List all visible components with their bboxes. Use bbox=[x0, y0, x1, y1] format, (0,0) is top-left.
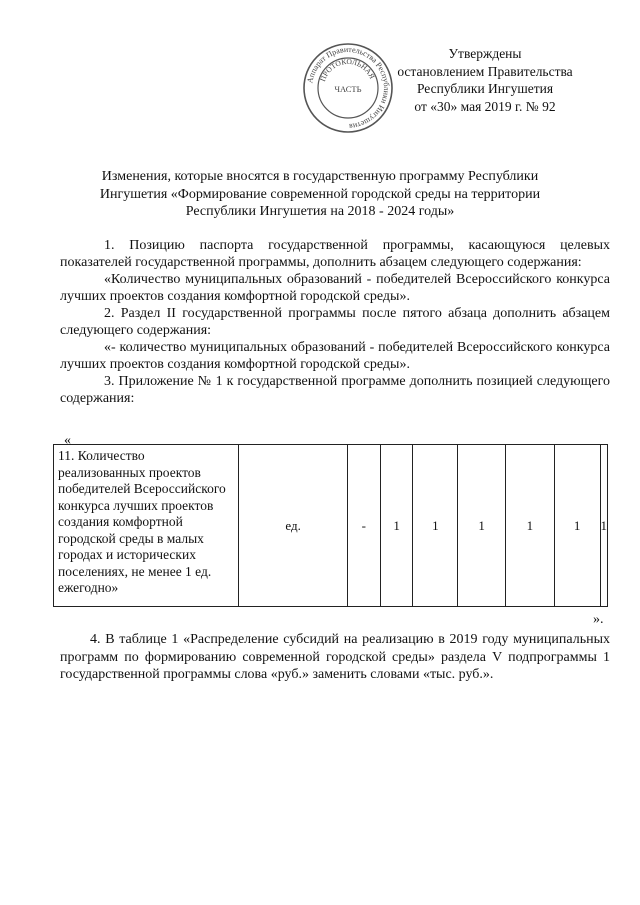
approval-line-4: от «30» мая 2019 г. № 92 bbox=[414, 98, 556, 114]
value-cell-2024: 1 bbox=[600, 445, 608, 607]
item-4: 4. В таблице 1 «Распределение субсидий на реализацию в 2019 году муниципальных программ по формированию современной городской среды» раздела V подпрограммы 1 государственной программы слова «руб.» заменить словами «тыс. руб.». bbox=[60, 632, 610, 682]
approval-line-3: Республики Ингушетия bbox=[416, 81, 554, 96]
approval-line-2: остановлением Правительства bbox=[397, 63, 573, 79]
table-row bbox=[54, 445, 608, 607]
official-stamp bbox=[302, 42, 394, 134]
unit-cell: ед. bbox=[239, 445, 347, 607]
table-close-quote: ». bbox=[593, 612, 604, 627]
stamp-center-text: ЧАСТЬ bbox=[334, 84, 362, 94]
title-line-3: Республики Ингушетия на 2018 - 2024 годы» bbox=[185, 204, 455, 219]
value-cell-2022: 1 bbox=[505, 445, 554, 607]
item-4-block bbox=[60, 631, 610, 684]
indicator-name-cell: 11. Количество реализованных проектов победителей Всероссийского конкурса лучших проектов создания комфортной городской среды в малых городах и исторических поселениях, не менее 1 ед. ежегодно» bbox=[54, 445, 239, 607]
stamp-outer-text: Аппарат Правительства Республики Ингушетия bbox=[305, 44, 392, 132]
value-cell-2020: 1 bbox=[413, 445, 458, 607]
title-line-2: Ингушетия «Формирование современной городской среды на территории bbox=[99, 186, 541, 202]
value-cell-2021: 1 bbox=[458, 445, 506, 607]
item-1: 1. Позицию паспорта государственной программы, касающуюся целевых показателей государственной программы, дополнить абзацем следующего содержания: bbox=[60, 238, 610, 270]
amendments-body bbox=[60, 237, 610, 407]
approval-line-1: Утверждены bbox=[448, 46, 522, 61]
stamp-inner-text: ПРОТОКОЛЬНАЯ bbox=[318, 56, 377, 83]
indicator-table bbox=[53, 444, 608, 607]
value-cell-2018: - bbox=[347, 445, 380, 607]
value-cell-2019: 1 bbox=[380, 445, 413, 607]
value-cell-2023: 1 bbox=[554, 445, 600, 607]
table-open-quote: « bbox=[64, 433, 71, 448]
item-2-quote: «- количество муниципальных образований - победителей Всероссийского конкурса лучших проектов создания комфортной городской среды». bbox=[60, 340, 610, 372]
item-3: 3. Приложение № 1 к государственной программе дополнить позицией следующего содержания: bbox=[60, 374, 610, 406]
approval-block bbox=[385, 45, 585, 115]
item-1-quote: «Количество муниципальных образований - победителей Всероссийского конкурса лучших проектов создания комфортной городской среды». bbox=[60, 272, 610, 304]
document-title bbox=[60, 168, 580, 221]
title-line-1: Изменения, которые вносятся в государственную программу Республики bbox=[101, 169, 539, 184]
item-2: 2. Раздел II государственной программы после пятого абзаца дополнить абзацем следующего содержания: bbox=[60, 306, 610, 338]
